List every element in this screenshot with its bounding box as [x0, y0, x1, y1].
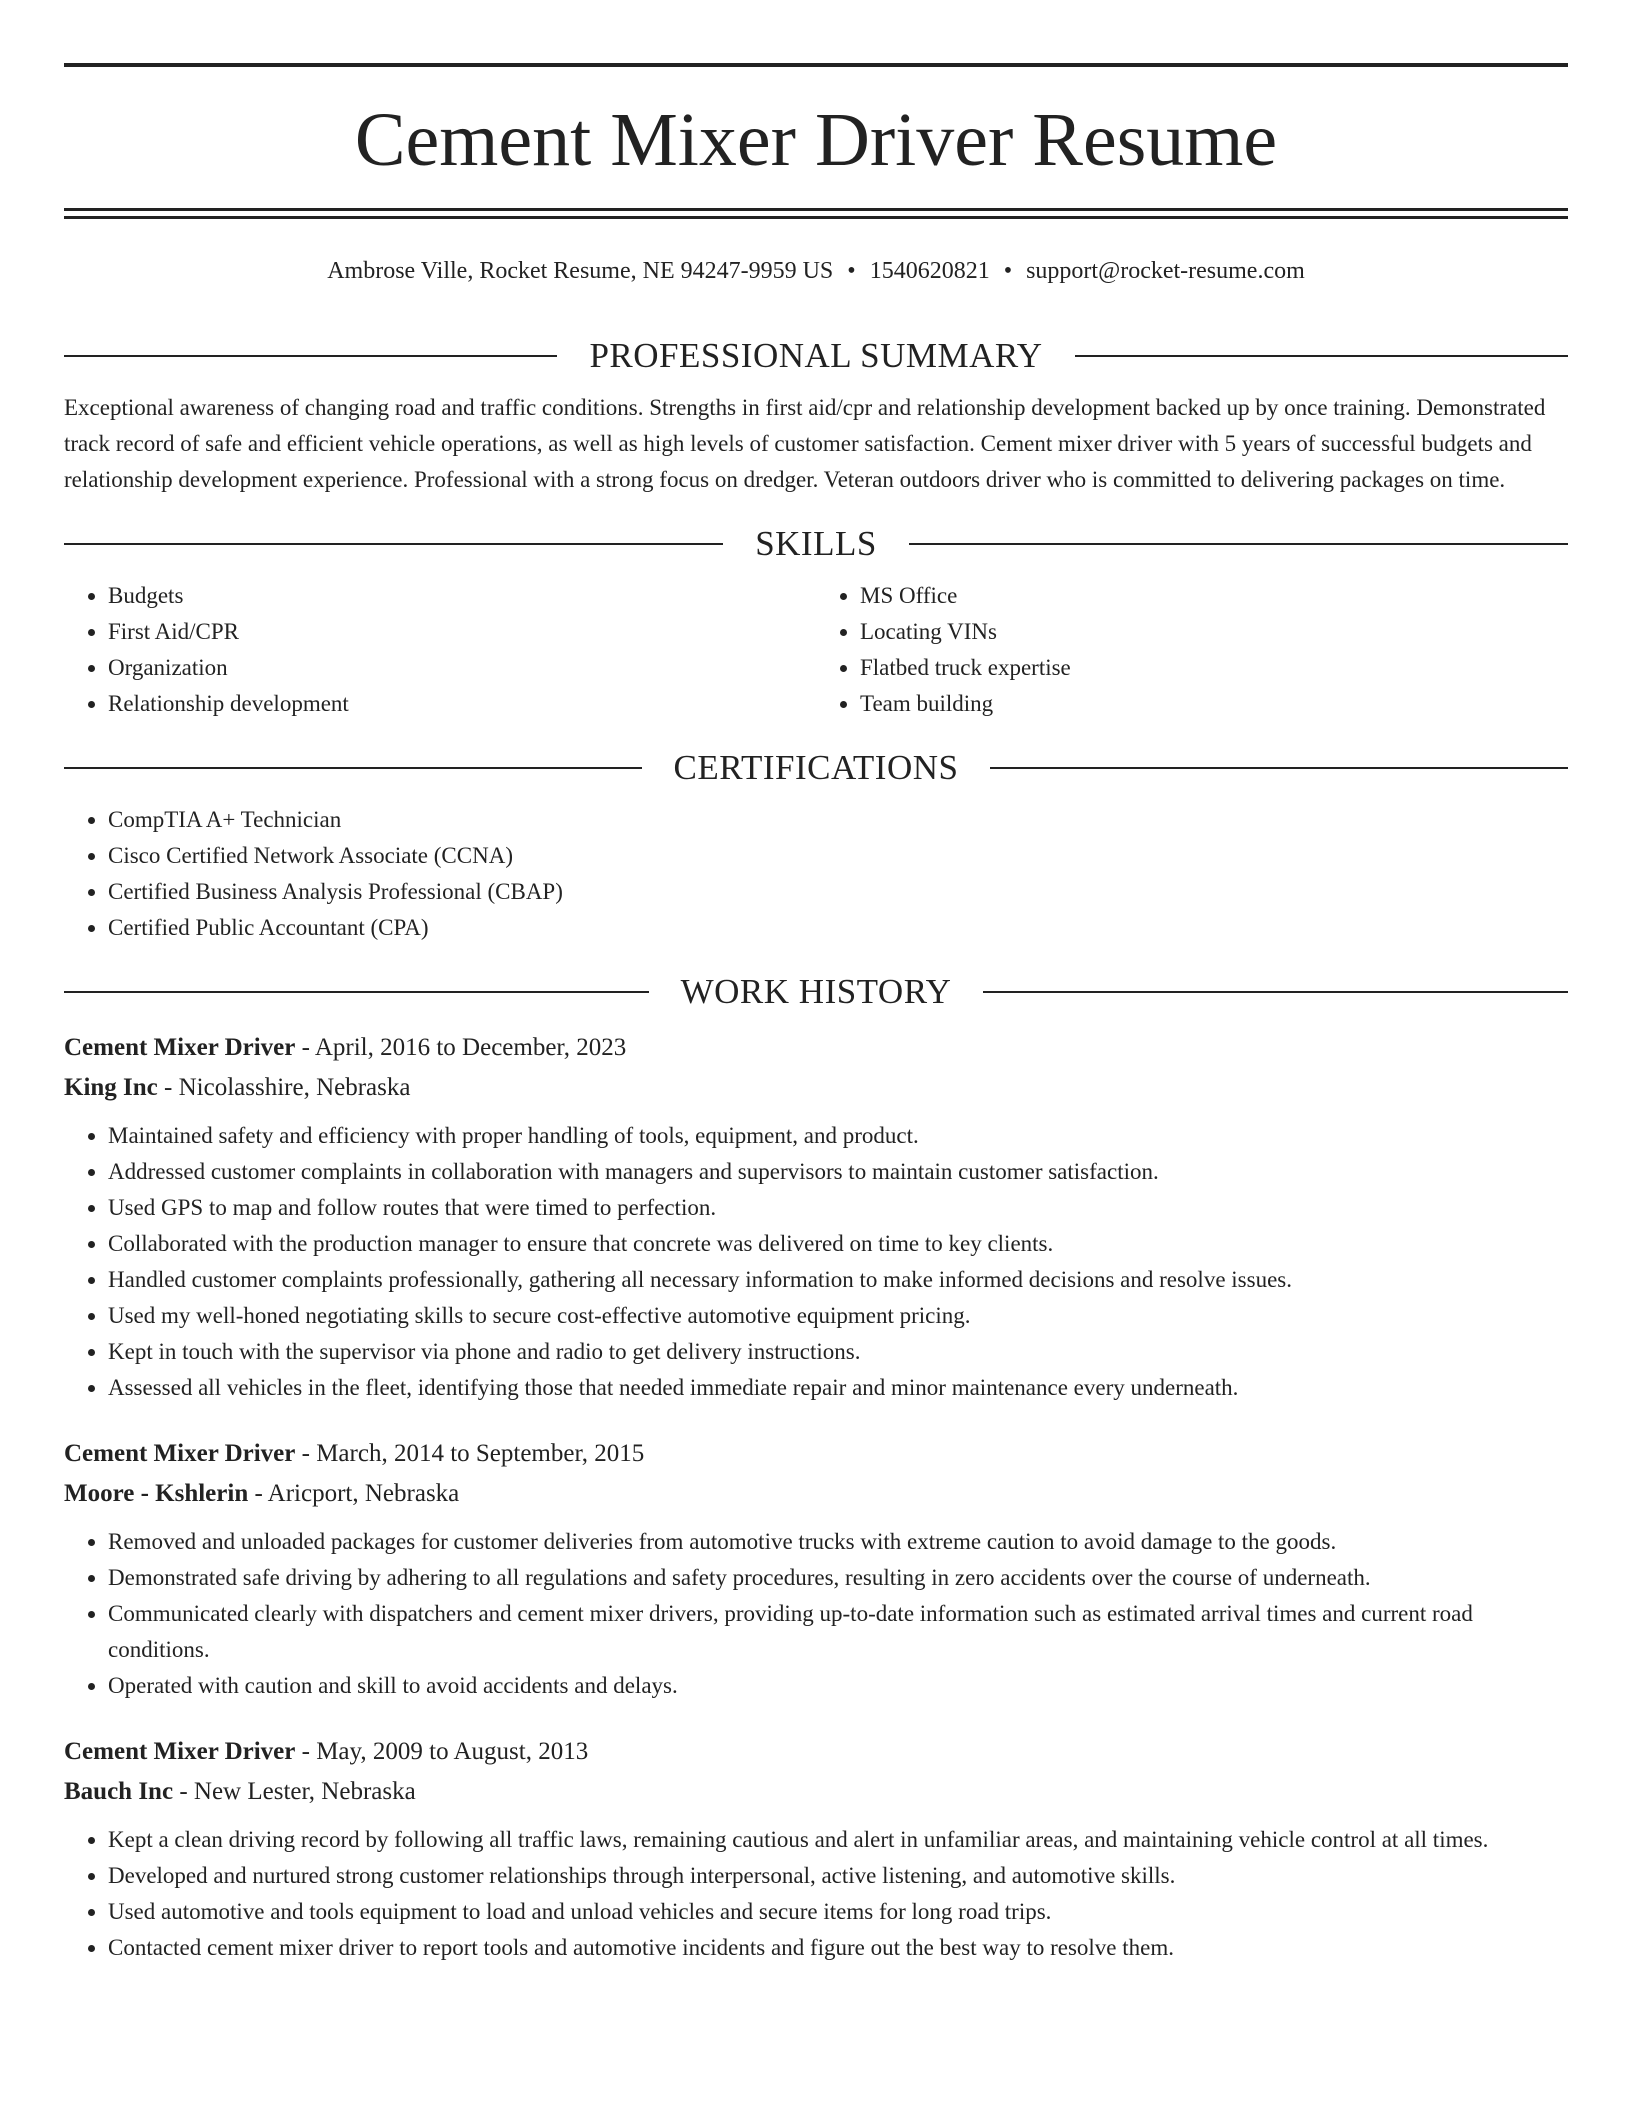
section-heading-work-history	[64, 964, 1568, 1020]
list-item: • Used GPS to map and follow routes that were timed to perfection.	[108, 1190, 1568, 1226]
list-item: • Addressed customer complaints in collaboration with managers and supervisors to maintain customer satisfaction.	[108, 1154, 1568, 1190]
job-location: - Aricport, Nebraska	[248, 1480, 460, 1507]
job-bullets	[64, 1822, 1568, 1966]
list-item: • Handled customer complaints professionally, gathering all necessary information to make informed decisions and resolve issues.	[108, 1262, 1568, 1298]
header-top-rule	[64, 63, 1568, 67]
skills-column-right	[816, 578, 1568, 722]
job-title: Cement Mixer Driver	[64, 1034, 296, 1061]
resume-content	[64, 328, 1568, 1994]
heading-rule	[64, 991, 649, 993]
certifications-list	[64, 802, 1568, 946]
heading-rule	[909, 543, 1568, 545]
list-item: • CompTIA A+ Technician	[108, 802, 1568, 838]
heading-rule	[983, 991, 1568, 993]
list-item: • Flatbed truck expertise	[860, 650, 1568, 686]
contact-separator: •	[847, 258, 856, 284]
heading-rule	[1075, 355, 1568, 357]
job-location: - Nicolasshire, Nebraska	[157, 1074, 411, 1101]
contact-separator: •	[1003, 258, 1013, 284]
heading-rule	[64, 767, 642, 769]
list-item: • Budgets	[108, 578, 816, 614]
list-item: • Certified Public Accountant (CPA)	[108, 910, 1568, 946]
job-company: King Inc	[64, 1074, 158, 1101]
section-heading-certifications	[64, 740, 1568, 796]
contact-address: Ambrose Ville, Rocket Resume, NE 94247-9959 US	[327, 258, 834, 284]
contact-line	[0, 255, 1632, 287]
heading-text: WORK HISTORY	[680, 972, 952, 1011]
list-item: • Kept a clean driving record by following all traffic laws, remaining cautious and alert in unfamiliar areas, and maintaining vehicle control at all times.	[108, 1822, 1568, 1858]
heading-rule	[64, 355, 557, 357]
heading-text: PROFESSIONAL SUMMARY	[589, 336, 1043, 375]
section-heading-skills	[64, 516, 1568, 572]
list-item: • Collaborated with the production manager to ensure that concrete was delivered on time to key clients.	[108, 1226, 1568, 1262]
job-title: Cement Mixer Driver	[64, 1738, 296, 1765]
job-dates: - May, 2009 to August, 2013	[295, 1738, 589, 1765]
job-title: Cement Mixer Driver	[64, 1440, 296, 1467]
list-item: • Cisco Certified Network Associate (CCNA)	[108, 838, 1568, 874]
list-item: • Demonstrated safe driving by adhering to all regulations and safety procedures, resulting in zero accidents over the course of underneath.	[108, 1560, 1568, 1596]
heading-rule	[990, 767, 1568, 769]
list-item: • Organization	[108, 650, 816, 686]
contact-phone: 1540620821	[869, 258, 990, 284]
list-item: • Locating VINs	[860, 614, 1568, 650]
job-entry	[64, 1732, 1568, 1966]
list-item: • Relationship development	[108, 686, 816, 722]
list-item: • Team building	[860, 686, 1568, 722]
job-entry	[64, 1434, 1568, 1704]
summary-text: Exceptional awareness of changing road and traffic conditions. Strengths in first aid/cpr and relationship development backed up by once training. Demonstrated track record of safe and efficient vehicle operations, as well as high levels of customer satisfaction. Cement mixer driver with 5 years of successful budgets and relationship development experience. Professional with a strong focus on dredger. Veteran outdoors driver who is committed to delivering packages on time.	[64, 395, 1546, 492]
list-item: • Removed and unloaded packages for customer deliveries from automotive trucks with extreme caution to avoid damage to the goods.	[108, 1524, 1568, 1560]
list-item: • MS Office	[860, 578, 1568, 614]
list-item: • Kept in touch with the supervisor via phone and radio to get delivery instructions.	[108, 1334, 1568, 1370]
header-bottom-rule-2	[64, 216, 1568, 219]
page-title: Cement Mixer Driver Resume	[354, 98, 1278, 182]
job-company: Bauch Inc	[64, 1778, 174, 1805]
job-bullets	[64, 1118, 1568, 1406]
job-entry	[64, 1028, 1568, 1406]
job-company: Moore - Kshlerin	[64, 1480, 249, 1507]
contact-email: support@rocket-resume.com	[1026, 258, 1305, 284]
job-dates: - March, 2014 to September, 2015	[295, 1440, 645, 1467]
skills-column-left	[64, 578, 816, 722]
section-heading-summary	[64, 328, 1568, 384]
list-item: • Used my well-honed negotiating skills to secure cost-effective automotive equipment pricing.	[108, 1298, 1568, 1334]
job-company-line	[64, 1068, 1568, 1108]
list-item: • Maintained safety and efficiency with proper handling of tools, equipment, and product.	[108, 1118, 1568, 1154]
job-company-line	[64, 1474, 1568, 1514]
job-title-line	[64, 1732, 1568, 1772]
job-title-line	[64, 1434, 1568, 1474]
job-title-line	[64, 1028, 1568, 1068]
job-location: - New Lester, Nebraska	[173, 1778, 416, 1805]
list-item: • Assessed all vehicles in the fleet, identifying those that needed immediate repair and minor maintenance every underneath.	[108, 1370, 1568, 1406]
list-item: • Certified Business Analysis Professional (CBAP)	[108, 874, 1568, 910]
heading-text: CERTIFICATIONS	[673, 748, 959, 787]
list-item: • Contacted cement mixer driver to report tools and automotive incidents and figure out the best way to resolve them.	[108, 1930, 1568, 1966]
skills-list	[64, 578, 1568, 722]
header-bottom-rule	[64, 208, 1568, 211]
list-item: • Used automotive and tools equipment to load and unload vehicles and secure items for long road trips.	[108, 1894, 1568, 1930]
heading-rule	[64, 543, 723, 545]
list-item: • Operated with caution and skill to avoid accidents and delays.	[108, 1668, 1568, 1704]
job-bullets	[64, 1524, 1568, 1704]
heading-text: SKILLS	[755, 524, 877, 563]
job-dates: - April, 2016 to December, 2023	[295, 1034, 627, 1061]
list-item: • First Aid/CPR	[108, 614, 816, 650]
job-company-line	[64, 1772, 1568, 1812]
list-item: • Communicated clearly with dispatchers and cement mixer drivers, providing up-to-date information such as estimated arrival times and current road conditions.	[108, 1596, 1568, 1668]
list-item: • Developed and nurtured strong customer relationships through interpersonal, active listening, and automotive skills.	[108, 1858, 1568, 1894]
